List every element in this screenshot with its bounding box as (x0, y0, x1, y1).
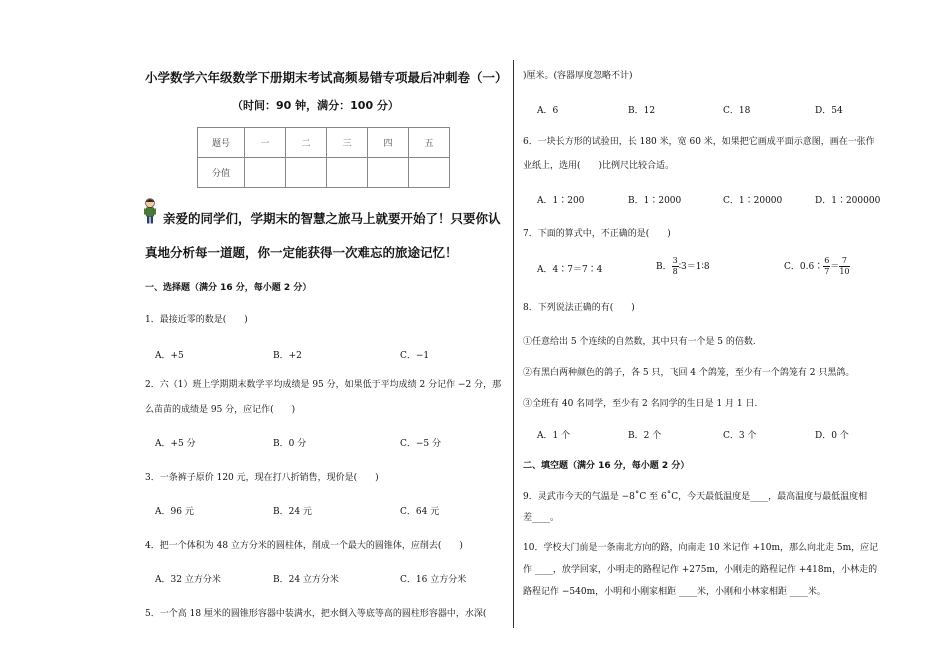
option[interactable] (784, 256, 850, 277)
option[interactable] (656, 256, 710, 277)
score-input-cell[interactable] (327, 158, 368, 188)
fraction-numerator: 7 (839, 256, 849, 267)
question-stem: 8．下列说法正确的有( ) (523, 303, 635, 313)
fraction-denominator: 8 (672, 267, 678, 276)
option-prefix: B． (656, 262, 672, 272)
score-cell: 五 (409, 128, 450, 158)
option[interactable]: C．3 个 (723, 431, 757, 441)
option[interactable]: B．24 立方分米 (273, 575, 339, 585)
question-stem: 么苗苗的成绩是 95 分，应记作( ) (145, 405, 296, 415)
option[interactable]: C．16 立方分米 (400, 575, 467, 585)
option[interactable]: C．64 元 (400, 507, 440, 517)
question-stem: 业纸上，选用( )比例尺比较合适。 (523, 161, 675, 171)
section-heading: 二、填空题（满分 16 分，每小题 2 分） (523, 461, 690, 471)
score-table-row (198, 128, 450, 158)
question-stem: 7．下面的算式中，不正确的是( ) (523, 229, 671, 239)
option[interactable]: A．1∶200 (537, 196, 585, 206)
option[interactable]: A．96 元 (155, 507, 194, 517)
score-input-cell[interactable] (409, 158, 450, 188)
score-cell: 一 (245, 128, 286, 158)
score-table (197, 127, 450, 188)
question-stem: )厘米。(容器厚度忽略不计) (523, 71, 633, 81)
option[interactable]: C．−5 分 (400, 439, 442, 449)
question-stem: 2．六（1）班上学期期末数学平均成绩是 95 分，如果低于平均成绩 2 分记作 −2 分，那 (145, 380, 502, 390)
fraction (672, 256, 679, 277)
question-stem: 3．一条裤子原价 120 元，现在打八折销售，现价是( ) (145, 473, 379, 483)
greeting-line: 真地分析每一道题，你一定能获得一次难忘的旅途记忆！ (145, 245, 458, 260)
option[interactable]: A．+5 (155, 351, 184, 361)
option[interactable]: C．−1 (400, 351, 430, 361)
question-stem: 5．一个高 18 厘米的圆锥形容器中装满水，把水倒入等底等高的圆柱形容器中，水深( (145, 609, 487, 619)
question-stem: 6．一块长方形的试验田，长 180 米，宽 60 米，如果把它画成平面示意图，画在一张作 (523, 137, 875, 147)
score-cell: 分值 (198, 158, 245, 188)
score-input-cell[interactable] (368, 158, 409, 188)
option[interactable]: C．1∶20000 (723, 196, 783, 206)
score-cell: 题号 (198, 128, 245, 158)
option[interactable]: B．+2 (273, 351, 302, 361)
option[interactable]: D．54 (815, 106, 843, 116)
score-cell: 三 (327, 128, 368, 158)
option[interactable]: A．32 立方分米 (155, 575, 221, 585)
student-mascot-icon (141, 197, 159, 225)
question-stem: 4．把一个体积为 48 立方分米的圆柱体，削成一个最大的圆锥体，应削去( ) (145, 541, 463, 551)
question-stem: 1．最接近零的数是( ) (145, 315, 248, 325)
question-stem: 9．灵武市今天的气温是 −8˚C 至 6˚C，今天最低温度是____，最高温度与最低温度相 (523, 492, 868, 502)
option[interactable]: A．+5 分 (155, 439, 196, 449)
option[interactable]: B．2 个 (628, 431, 662, 441)
greeting-line: 亲爱的同学们，学期末的智慧之旅马上就要开始了！只要你认 (163, 211, 501, 226)
page-title: 小学数学六年级数学下册期末考试高频易错专项最后冲刺卷（一） (145, 70, 508, 85)
option[interactable]: B．1∶2000 (628, 196, 682, 206)
statement: ②有黑白两种颜色的鸽子，各 5 只，飞回 4 个鸽笼，至少有一个鸽笼有 2 只黑鸽。 (523, 368, 855, 378)
question-stem: 路程记作 −540m，小明和小刚家相距 ____米，小刚和小林家相距 ____米。 (523, 587, 826, 597)
option[interactable]: B．0 分 (273, 439, 307, 449)
option[interactable]: A．1 个 (537, 431, 571, 441)
option[interactable]: D．0 个 (815, 431, 849, 441)
statement: ①任意给出 5 个连续的自然数，其中只有一个是 5 的倍数. (523, 337, 756, 347)
fraction-numerator: 6 (824, 256, 830, 265)
question-stem: 10．学校大门前是一条南北方向的路，向南走 10 米记作 +10m，那么向北走 5m，应记 (523, 543, 879, 553)
section-heading: 一、选择题（满分 16 分，每小题 2 分） (145, 283, 312, 293)
option-suffix: ∶3＝1∶8 (678, 262, 710, 272)
option[interactable]: D．1∶200000 (815, 196, 881, 206)
option[interactable]: A．6 (537, 106, 559, 116)
score-cell: 四 (368, 128, 409, 158)
fraction-denominator: 7 (824, 267, 830, 276)
fraction-numerator: 3 (672, 256, 678, 265)
option[interactable]: C．18 (723, 106, 751, 116)
question-stem: 差____。 (523, 513, 560, 523)
fraction (839, 256, 849, 277)
option[interactable]: B．24 元 (273, 507, 312, 517)
option[interactable]: A．4∶7＝7∶4 (537, 265, 603, 275)
column-divider (513, 60, 514, 628)
option-prefix: C．0.6∶ (784, 262, 824, 272)
score-input-cell[interactable] (245, 158, 286, 188)
statement: ③全班有 40 名同学，至少有 2 名同学的生日是 1 月 1 日. (523, 399, 758, 409)
score-table-row (198, 158, 450, 188)
question-stem: 作 ____，放学回家，小明走的路程记作 +275m，小刚走的路程记作 +418m，小林走的 (523, 565, 878, 575)
option-equals: ＝ (830, 262, 840, 272)
option[interactable]: B．12 (628, 106, 656, 116)
score-input-cell[interactable] (286, 158, 327, 188)
page-subtitle: （时间：90 钟，满分：100 分） (232, 99, 399, 112)
fraction-denominator: 10 (839, 267, 850, 276)
score-cell: 二 (286, 128, 327, 158)
